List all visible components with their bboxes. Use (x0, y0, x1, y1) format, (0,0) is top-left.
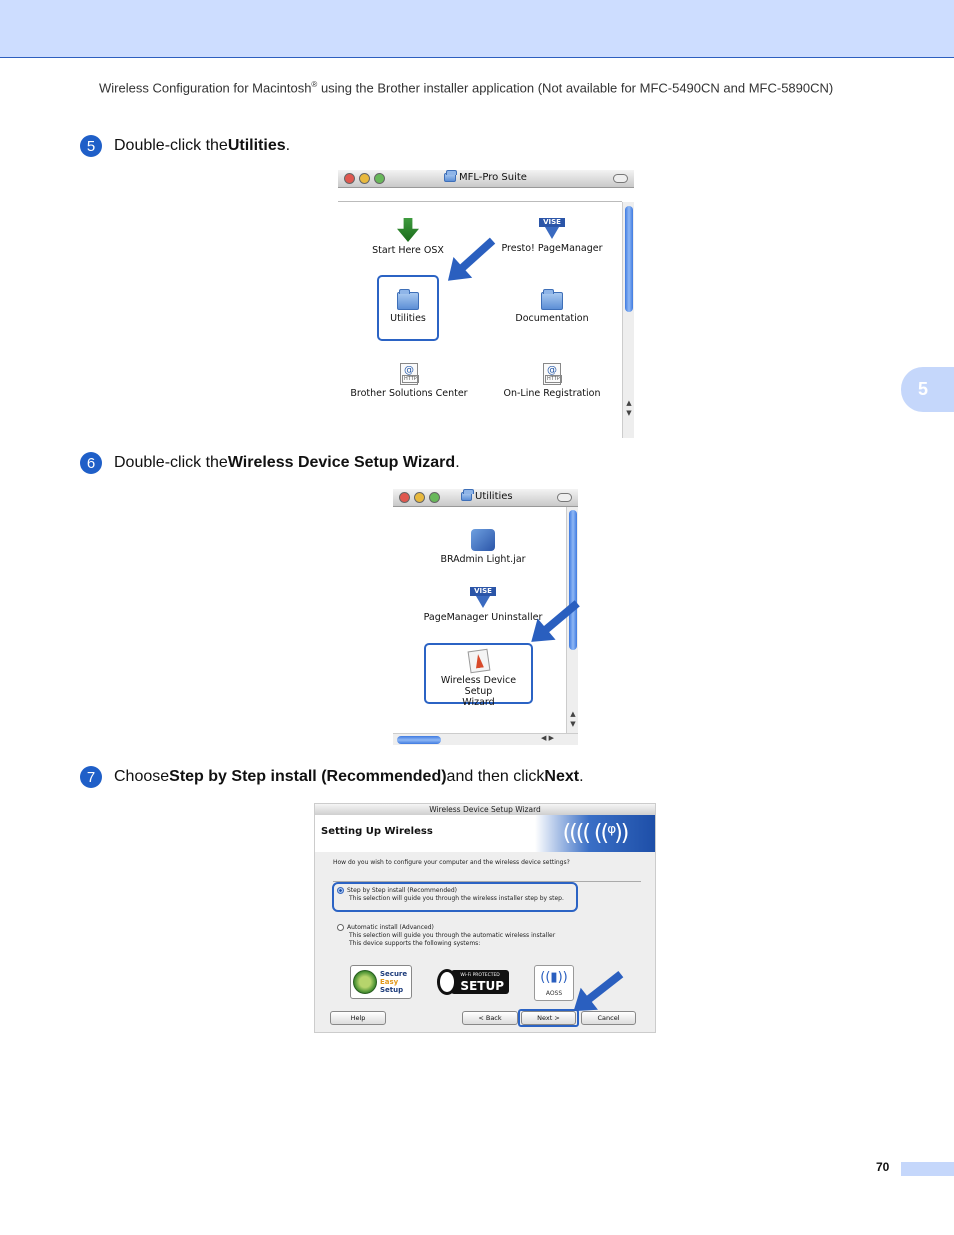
window-title (444, 172, 527, 183)
item-label: Wireless Device Setup (440, 675, 517, 697)
item-utilities[interactable] (378, 292, 438, 324)
web-link-icon: @ HTTP (400, 363, 418, 385)
step-text-end: . (455, 454, 460, 471)
option-label: Step by Step install (Recommended) (347, 887, 458, 894)
logo-text: SETUP (460, 979, 504, 993)
step-6 (80, 452, 460, 474)
item-label: BRAdmin Light.jar (440, 554, 526, 565)
installer-icon (397, 218, 419, 242)
close-button[interactable] (399, 492, 410, 503)
scroll-arrows[interactable]: ▲ ▼ (570, 710, 576, 728)
window-title-text: Utilities (475, 491, 513, 502)
h-scroll-arrows[interactable]: ◀ ▶ (541, 734, 554, 742)
wizard-question: How do you wish to configure your computer and the wireless device settings? (333, 859, 570, 866)
minimize-button[interactable] (414, 492, 425, 503)
window-title (461, 491, 513, 502)
zoom-button[interactable] (374, 173, 385, 184)
top-header-band (0, 0, 954, 58)
page-number-bar (901, 1162, 954, 1176)
java-app-icon (471, 529, 495, 551)
item-label: PageManager Uninstaller (423, 612, 543, 623)
option-description-2: This device supports the following systems: (349, 940, 481, 947)
secure-easy-setup-icon (353, 970, 377, 994)
option-label: Automatic install (Advanced) (347, 924, 434, 931)
scroll-thumb[interactable] (569, 510, 577, 650)
item-wireless-device-setup-wizard[interactable] (426, 650, 531, 708)
radio-automatic[interactable] (337, 924, 344, 931)
page-number: 70 (876, 1160, 890, 1174)
aoss-wave-icon: ((▮)) (540, 970, 568, 985)
aoss-logo (534, 965, 574, 1001)
step-text-end: . (579, 768, 584, 785)
vise-icon: VISE (470, 585, 496, 609)
item-label: Brother Solutions Center (350, 388, 468, 399)
window-title-text: MFL-Pro Suite (459, 172, 527, 183)
running-header-text: Wireless Configuration for Macintosh (99, 80, 312, 96)
folder-icon (541, 292, 563, 310)
folder-icon (444, 173, 456, 182)
item-label: Documentation (515, 313, 589, 324)
step-text: Double-click the (114, 137, 228, 154)
item-presto-pagemanager[interactable] (498, 216, 606, 254)
folder-icon (461, 492, 472, 501)
wifi-protected-setup-logo (437, 965, 509, 999)
wizard-titlebar: Wireless Device Setup Wizard (315, 804, 655, 815)
toolbar-toggle-button[interactable] (613, 174, 628, 183)
item-label-line2: Wizard (462, 697, 495, 708)
step-text: Double-click the (114, 454, 228, 471)
option-automatic[interactable] (337, 924, 555, 948)
item-label: Utilities (390, 313, 426, 324)
wizard-dialog (314, 803, 656, 1033)
logo-text: Wi-Fi PROTECTED (460, 973, 500, 978)
item-label: Start Here OSX (372, 245, 444, 256)
cancel-button[interactable]: Cancel (581, 1011, 636, 1025)
item-pagemanager-uninstaller[interactable] (413, 585, 553, 623)
item-online-registration[interactable] (494, 363, 610, 399)
radio-step-by-step[interactable] (337, 887, 344, 894)
step-number-badge: 5 (80, 135, 102, 157)
running-header-text-cont: using the Brother installer application (Not available for MFC-5490CN and MFC-5890CN) (317, 80, 834, 96)
vise-icon: VISE (539, 216, 565, 240)
window-titlebar (393, 489, 578, 507)
wizard-heading: Setting Up Wireless (321, 826, 433, 837)
next-button[interactable]: Next > (521, 1011, 576, 1025)
item-label: Presto! PageManager (501, 243, 603, 254)
item-start-here-osx[interactable] (364, 218, 452, 256)
option-step-by-step[interactable] (337, 887, 564, 903)
web-link-icon: @ HTTP (543, 363, 561, 385)
toolbar-toggle-button[interactable] (557, 493, 572, 502)
chapter-tab (901, 367, 954, 412)
step-emphasis: Step by Step install (Recommended) (169, 768, 447, 785)
help-button[interactable]: Help (330, 1011, 386, 1025)
wizard-app-icon (467, 649, 490, 674)
running-header (99, 80, 833, 95)
step-text-mid: and then click (446, 768, 545, 785)
step-number-badge: 7 (80, 766, 102, 788)
logo-text: Setup (380, 986, 404, 994)
horizontal-scrollbar[interactable] (393, 733, 578, 745)
logo-text: AOSS (545, 990, 563, 997)
step-emphasis: Wireless Device Setup Wizard (227, 454, 456, 471)
option-description: This selection will guide you through the wireless installer step by step. (349, 895, 564, 902)
item-brother-solutions-center[interactable] (344, 363, 474, 399)
scroll-arrows[interactable]: ▲ ▼ (626, 399, 632, 417)
chapter-number: 5 (918, 379, 929, 399)
logo-text: Secure (380, 970, 408, 978)
zoom-button[interactable] (429, 492, 440, 503)
close-button[interactable] (344, 173, 355, 184)
step-text-end: . (285, 137, 291, 154)
step-text: Choose (114, 768, 170, 785)
wizard-header (315, 815, 655, 852)
step-number-badge: 6 (80, 452, 102, 474)
item-documentation[interactable] (504, 292, 600, 324)
vertical-scrollbar[interactable] (622, 202, 634, 438)
step-emphasis-2: Next (544, 768, 580, 785)
logo-text: Easy (380, 978, 399, 986)
window-divider (338, 201, 622, 202)
secure-easy-setup-logo (350, 965, 412, 999)
step-emphasis: Utilities (227, 137, 286, 154)
folder-icon (397, 292, 419, 310)
scroll-thumb[interactable] (625, 206, 633, 312)
item-label: On-Line Registration (503, 388, 601, 399)
step-5 (80, 135, 290, 157)
finder-window-mfl-pro (338, 170, 634, 438)
option-description: This selection will guide you through the automatic wireless installer (349, 932, 556, 939)
step-7 (80, 766, 584, 788)
h-scroll-thumb[interactable] (397, 736, 441, 744)
minimize-button[interactable] (359, 173, 370, 184)
back-button[interactable]: < Back (462, 1011, 518, 1025)
item-bradmin-light[interactable] (423, 529, 543, 565)
window-titlebar (338, 170, 634, 188)
wireless-signal-icon: (((( ((ᵠ)) (535, 815, 655, 852)
registered-mark: ® (311, 80, 318, 89)
